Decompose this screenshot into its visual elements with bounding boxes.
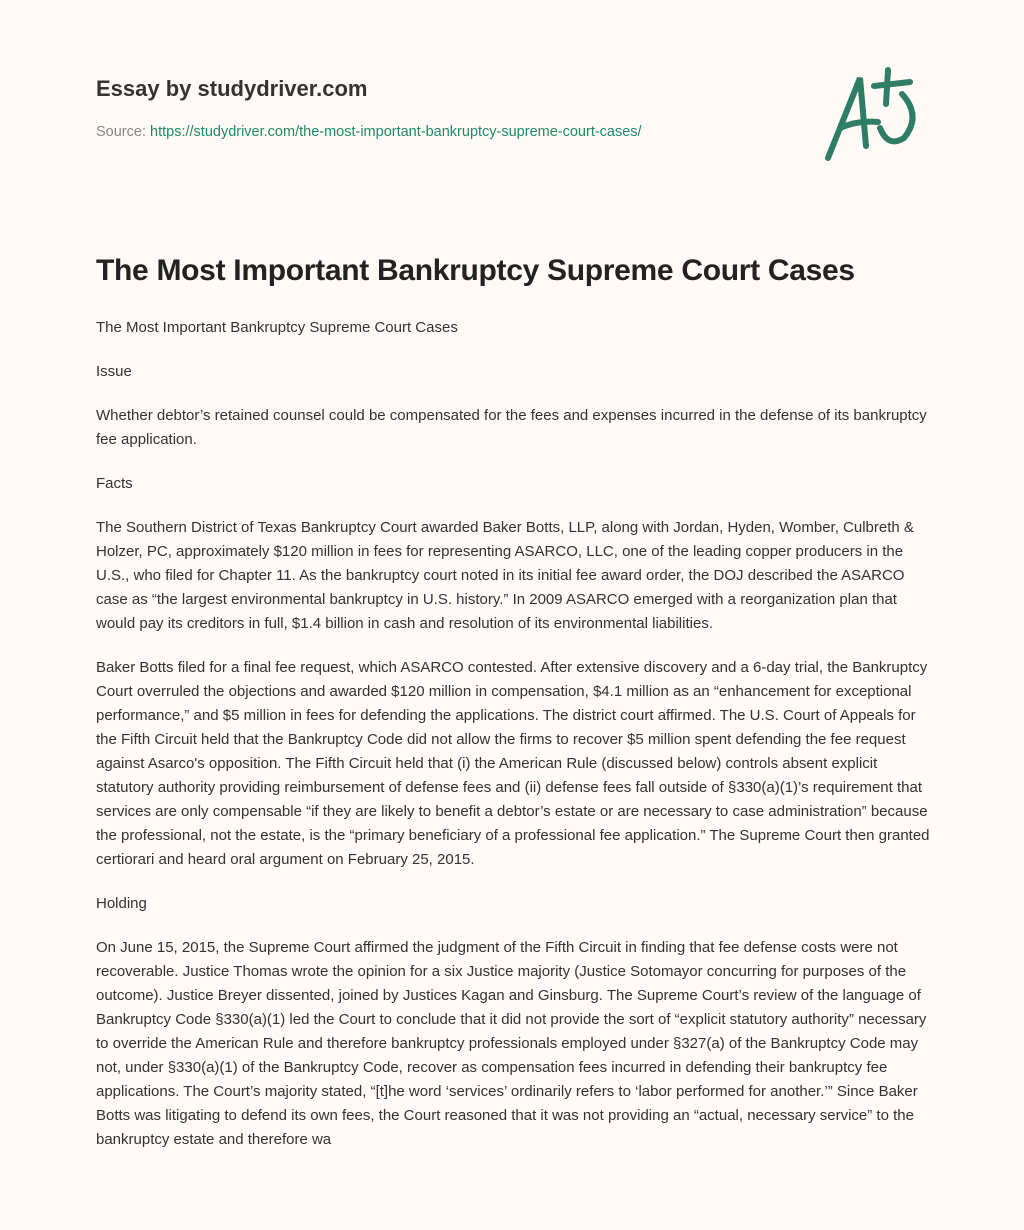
section-heading-issue: Issue bbox=[96, 363, 132, 380]
section-heading-holding: Holding bbox=[96, 895, 147, 912]
source-link[interactable]: https://studydriver.com/the-most-important-bankruptcy-supreme-court-cases/ bbox=[150, 124, 642, 140]
section-heading-facts: Facts bbox=[96, 475, 133, 492]
article-title: The Most Important Bankruptcy Supreme Court Cases bbox=[96, 254, 855, 287]
paragraph: Whether debtor’s retained counsel could be compensated for the fees and expenses incurred in the defense of its bankruptcy fee application. bbox=[96, 407, 927, 448]
source-line bbox=[96, 124, 642, 140]
subtitle: The Most Important Bankruptcy Supreme Court Cases bbox=[96, 319, 458, 336]
paragraph: On June 15, 2015, the Supreme Court affirmed the judgment of the Fifth Circuit in finding that fee defense costs were not recoverable. Justice Thomas wrote the opinion for a six Justice majority (Justice Sotomayor concurring for purposes of the outcome). Justice Breyer dissented, joined by Justices Kagan and Ginsburg. The Supreme Court’s review of the language of Bankruptcy Code §330(a)(1) led the Court to conclude that it did not provide the sort of “explicit statutory authority” necessary to override the American Rule and therefore bankruptcy professionals employed under §327(a) of the Bankruptcy Code may not, under §330(a)(1) of the Bankruptcy Code, recover as compensation fees incurred in defending their bankruptcy fee applications. The Court’s majority stated, “[t]he word ‘services’ ordinarily refers to ‘labor performed for another.’” Since Baker Botts was litigating to defend its own fees, the Court reasoned that it was not providing an “actual, necessary service” to the bankruptcy estate and therefore wa bbox=[96, 939, 927, 1148]
paragraph: The Southern District of Texas Bankruptcy Court awarded Baker Botts, LLP, along with Jordan, Hyden, Womber, Culbreth & Holzer, PC, approximately $120 million in fees for representing ASARCO, LLC, one of the leading copper producers in the U.S., who filed for Chapter 11. As the bankruptcy court noted in its initial fee award order, the DOJ described the ASARCO case as “the largest environmental bankruptcy in U.S. history.” In 2009 ASARCO emerged with a reorganization plan that would pay its creditors in full, $1.4 billion in cash and resolution of its environmental liabilities. bbox=[96, 519, 914, 632]
site-title: Essay by studydriver.com bbox=[96, 76, 368, 101]
article-body bbox=[96, 316, 932, 1172]
source-label: Source: bbox=[96, 124, 146, 140]
paragraph: Baker Botts filed for a final fee request, which ASARCO contested. After extensive discovery and a 6-day trial, the Bankruptcy Court overruled the objections and awarded $120 million in compensation, $4.1 million as an “enhancement for exceptional performance,” and $5 million in fees for defending the applications. The district court affirmed. The U.S. Court of Appeals for the Fifth Circuit held that the Bankruptcy Code did not allow the firms to recover $5 million spent defending the fee request against Asarco's opposition. The Fifth Circuit held that (i) the American Rule (discussed below) controls absent explicit statutory authority providing reimbursement of defense fees and (ii) defense fees fall outside of §330(a)(1)’s requirement that services are only compensable “if they are likely to benefit a debtor’s estate or are necessary to case administration” because the professional, not the estate, is the “primary beneficiary of a professional fee application.” The Supreme Court then granted certiorari and heard oral argument on February 25, 2015. bbox=[96, 659, 930, 868]
a-plus-logo-icon bbox=[818, 66, 930, 166]
